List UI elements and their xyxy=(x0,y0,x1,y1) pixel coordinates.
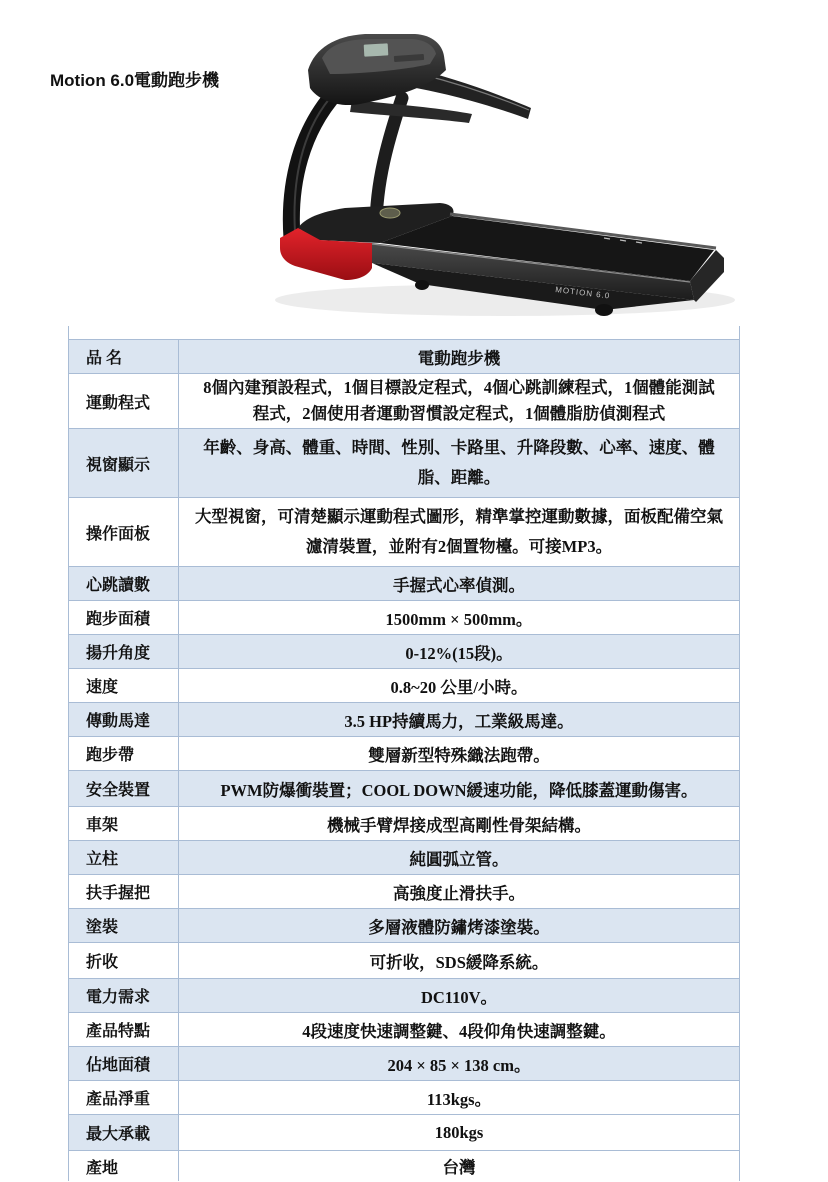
deck-lettering: MOTION 6.0 xyxy=(554,285,611,301)
treadmill-image xyxy=(262,20,742,330)
spec-value-line: 大型視窗，可清楚顯示運動程式圖形，精準掌控運動數據，面板配備空氣 xyxy=(195,507,723,526)
spec-value-line: 脂、距離。 xyxy=(417,468,501,487)
spec-row-heart-rate xyxy=(69,567,739,601)
spec-value: 機械手臂焊接成型高剛性骨架結構。 xyxy=(327,815,591,835)
spec-value xyxy=(179,429,739,497)
spec-value: 高強度止滑扶手。 xyxy=(393,883,525,903)
table-top-edge xyxy=(68,326,740,339)
spec-label: 跑步面積 xyxy=(69,601,179,634)
spec-row-max-load xyxy=(69,1115,739,1151)
spec-row-origin xyxy=(69,1151,739,1181)
spec-row-coating xyxy=(69,909,739,943)
spec-row-control-panel xyxy=(69,498,739,567)
spec-label: 折收 xyxy=(69,943,179,978)
page-title: Motion 6.0電動跑步機 xyxy=(50,71,220,90)
spec-value: 雙層新型特殊織法跑帶。 xyxy=(368,745,550,765)
spec-label: 電力需求 xyxy=(69,979,179,1012)
spec-label: 產品特點 xyxy=(69,1013,179,1046)
spec-label: 產地 xyxy=(69,1151,179,1181)
spec-value: 1500mm × 500mm。 xyxy=(385,609,533,629)
spec-value: 純圓弧立管。 xyxy=(409,849,509,869)
spec-row-power xyxy=(69,979,739,1013)
spec-row-running-area xyxy=(69,601,739,635)
spec-row-motor xyxy=(69,703,739,737)
console-display xyxy=(364,43,389,56)
spec-label: 扶手握把 xyxy=(69,875,179,908)
spec-value xyxy=(179,498,739,566)
spec-label: 跑步帶 xyxy=(69,737,179,770)
spec-value: 204 × 85 × 138 cm。 xyxy=(387,1055,531,1075)
spec-value: 3.5 HP持續馬力，工業級馬達。 xyxy=(344,711,574,731)
spec-label: 塗裝 xyxy=(69,909,179,942)
spec-row-speed xyxy=(69,669,739,703)
spec-label: 傳動馬達 xyxy=(69,703,179,736)
spec-row-upright xyxy=(69,841,739,875)
spec-row-footprint xyxy=(69,1047,739,1081)
spec-label: 立柱 xyxy=(69,841,179,874)
spec-value: 4段速度快速調整鍵、4段仰角快速調整鍵。 xyxy=(302,1021,616,1041)
spec-value-line: 程式，2個使用者運動習慣設定程式，1個體脂肪偵測程式 xyxy=(252,404,666,423)
treadmill-wheel xyxy=(595,304,613,316)
spec-value: 手握式心率偵測。 xyxy=(393,575,525,595)
spec-value: 0-12%(15段)。 xyxy=(405,643,513,663)
spec-value: 180kgs xyxy=(434,1122,484,1142)
treadmill-handrail-lower xyxy=(350,100,472,123)
spec-value: 113kgs。 xyxy=(426,1089,492,1109)
spec-label: 車架 xyxy=(69,807,179,840)
spec-value xyxy=(179,374,739,428)
spec-value-line: 濾清裝置，並附有2個置物檯。可接MP3。 xyxy=(305,537,613,556)
spec-label: 心跳讀數 xyxy=(69,567,179,600)
spec-label: 最大承載 xyxy=(69,1115,179,1150)
spec-row-safety xyxy=(69,771,739,807)
spec-row-net-weight xyxy=(69,1081,739,1115)
spec-row-exercise-programs xyxy=(69,374,739,429)
treadmill-wheel xyxy=(415,280,429,290)
spec-label: 品 名 xyxy=(69,340,179,373)
spec-row-handrail xyxy=(69,875,739,909)
spec-label: 速度 xyxy=(69,669,179,702)
spec-label: 運動程式 xyxy=(69,374,179,428)
spec-value: 多層液體防鏽烤漆塗裝。 xyxy=(368,917,550,937)
spec-row-incline xyxy=(69,635,739,669)
spec-label: 產品淨重 xyxy=(69,1081,179,1114)
spec-value: 可折收，SDS緩降系統。 xyxy=(369,952,549,972)
spec-value: DC110V。 xyxy=(420,987,498,1007)
spec-value-line: 8個內建預設程式，1個目標設定程式，4個心跳訓練程式，1個體能測試 xyxy=(203,378,715,397)
spec-label: 操作面板 xyxy=(69,498,179,566)
spec-label: 佔地面積 xyxy=(69,1047,179,1080)
spec-value: 0.8~20 公里/小時。 xyxy=(390,677,528,697)
spec-label: 揚升角度 xyxy=(69,635,179,668)
spec-row-features xyxy=(69,1013,739,1047)
spec-value-line: 年齡、身高、體重、時間、性別、卡路里、升降段數、心率、速度、體 xyxy=(203,438,715,457)
spec-label: 安全裝置 xyxy=(69,771,179,806)
spec-row-folding xyxy=(69,943,739,979)
spec-row-frame xyxy=(69,807,739,841)
hood-logo xyxy=(380,208,400,218)
spec-row-belt xyxy=(69,737,739,771)
spec-row-display xyxy=(69,429,739,498)
spec-row-product-name xyxy=(69,340,739,374)
spec-table xyxy=(68,339,740,1181)
spec-label: 視窗顯示 xyxy=(69,429,179,497)
spec-value: 台灣 xyxy=(442,1158,476,1177)
spec-value: 電動跑步機 xyxy=(417,348,501,368)
spec-value: PWM防爆衝裝置；COOL DOWN緩速功能，降低膝蓋運動傷害。 xyxy=(220,780,698,800)
